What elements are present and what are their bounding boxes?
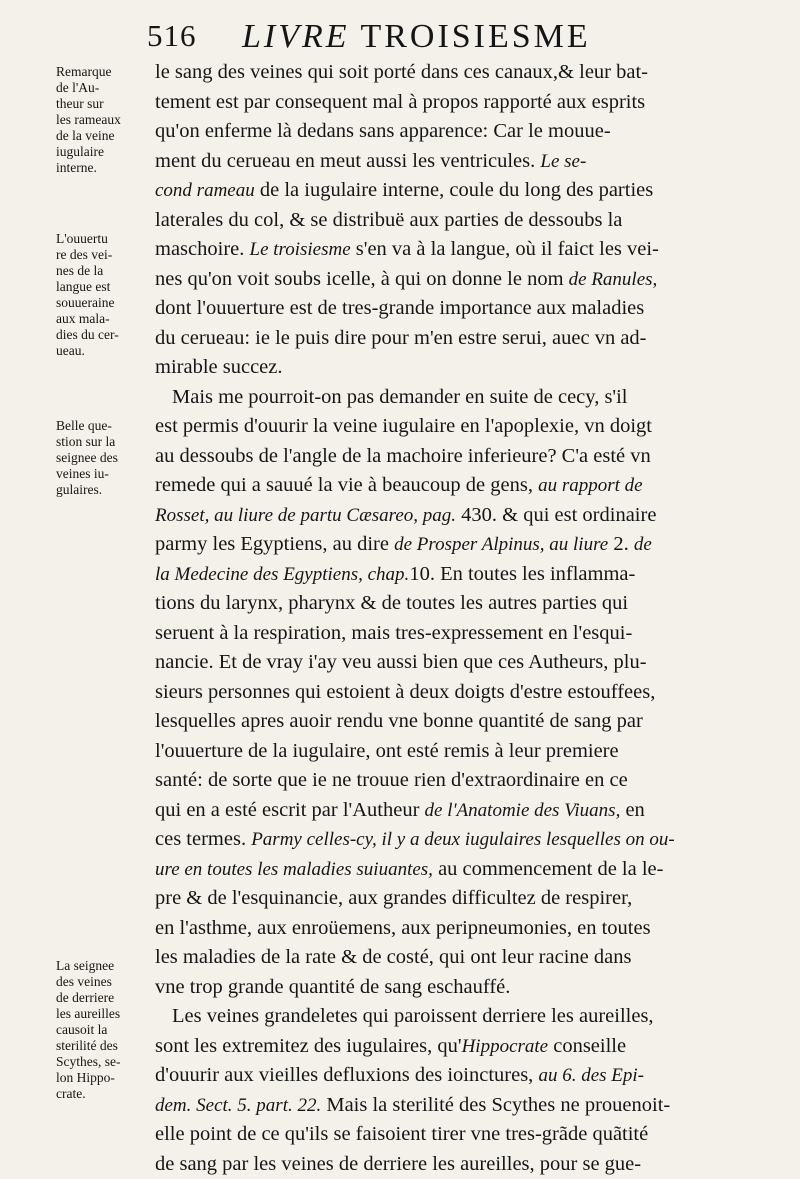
text-segment: laterales du col, & se distribuë aux parties de dessoubs la [155, 209, 622, 231]
italic-text: Le troisiesme [250, 239, 351, 260]
margin-note-line: seignee des [56, 450, 156, 466]
text-line [155, 619, 765, 649]
text-line [155, 176, 765, 206]
italic-text: Le se- [540, 151, 586, 172]
text-line [155, 265, 765, 295]
margin-note-line: stion sur la [56, 434, 156, 450]
text-segment: qu'on enferme là dedans sans apparence: Car le mouue- [155, 120, 611, 142]
text-segment: ces termes. [155, 828, 251, 850]
italic-text: de Prosper Alpinus, au liure [394, 534, 608, 555]
text-line [155, 530, 765, 560]
italic-text: Parmy celles-cy, il y a deux iugulaires lesquelles on ou- [251, 829, 675, 850]
text-segment: d'ouurir aux vieilles defluxions des ioinctures, [155, 1064, 538, 1086]
text-line [155, 737, 765, 767]
text-segment: 430. & qui est ordinaire [456, 504, 656, 526]
text-segment: au dessoubs de l'angle de la machoire inferieure? C'a esté vn [155, 445, 651, 467]
text-segment: qui en a esté escrit par l'Autheur [155, 799, 425, 821]
text-segment: sieurs personnes qui estoient à deux doigts d'estre estouffees, [155, 681, 655, 703]
text-segment: Les veines grandeletes qui paroissent derriere les aureilles, [172, 1005, 654, 1027]
text-segment: tement est par consequent mal à propos rapporté aux esprits [155, 91, 645, 113]
margin-note-line: La seignee [56, 958, 156, 974]
text-segment: le sang des veines qui soit porté dans ces canaux,& leur bat- [155, 61, 648, 83]
text-segment: elle point de ce qu'ils se faisoient tirer vne tres-grãde quãtité [155, 1123, 648, 1145]
margin-note-line: L'ouuertu [56, 231, 156, 247]
italic-text: cond rameau [155, 180, 255, 201]
text-line [155, 766, 765, 796]
text-line [155, 1061, 765, 1091]
text-line [155, 678, 765, 708]
text-line [155, 117, 765, 147]
text-segment: vne trop grande quantité de sang eschauffé. [155, 976, 510, 998]
text-segment: conseille [548, 1035, 626, 1057]
italic-text: au 6. des Epi- [538, 1065, 644, 1086]
text-line [155, 235, 765, 265]
margin-note [56, 958, 156, 1102]
text-line [155, 324, 765, 354]
margin-note [56, 231, 156, 359]
margin-note-line: gulaires. [56, 482, 156, 498]
margin-note-line: interne. [56, 160, 156, 176]
text-segment: ment du cerueau en meut aussi les ventricules. [155, 150, 540, 172]
margin-note-line: theur sur [56, 96, 156, 112]
text-line [155, 796, 765, 826]
margin-note-line: dies du cer- [56, 327, 156, 343]
text-segment: pre & de l'esquinancie, aux grandes difficultez de respirer, [155, 887, 632, 909]
margin-note-line: veines iu- [56, 466, 156, 482]
text-line [155, 58, 765, 88]
running-title-word: LIVRE [242, 18, 350, 55]
text-line [155, 884, 765, 914]
margin-note-line: aux mala- [56, 311, 156, 327]
text-segment: les maladies de la rate & de costé, qui ont leur racine dans [155, 946, 631, 968]
italic-text: de l'Anatomie des Viuans, [425, 800, 621, 821]
text-line [155, 147, 765, 177]
page-number: 516 [147, 18, 197, 54]
margin-note-line: les aureilles [56, 1006, 156, 1022]
text-segment: de sang par les veines de derriere les aureilles, pour se gue- [155, 1153, 641, 1175]
italic-text: dem. Sect. 5. part. 22. [155, 1095, 321, 1116]
margin-note-line: causoit la [56, 1022, 156, 1038]
margin-note-line: Remarque [56, 64, 156, 80]
text-line [155, 442, 765, 472]
margin-note-line: sterilité des [56, 1038, 156, 1054]
text-line [155, 1120, 765, 1150]
text-line [155, 825, 765, 855]
text-line [155, 855, 765, 885]
margin-note-line: crate. [56, 1086, 156, 1102]
text-segment: remede qui a sauué la vie à beaucoup de gens, [155, 474, 538, 496]
text-segment: maschoire. [155, 238, 250, 260]
margin-note-line: iugulaire [56, 144, 156, 160]
text-line [155, 589, 765, 619]
margin-note-line: ueau. [56, 343, 156, 359]
text-segment: mirable succez. [155, 356, 282, 378]
text-segment: s'en va à la langue, où il faict les vei- [351, 238, 659, 260]
italic-text: de Ranules, [569, 269, 658, 290]
italic-text: Hippocrate [462, 1036, 549, 1057]
text-segment: l'ouuerture de la iugulaire, ont esté remis à leur premiere [155, 740, 619, 762]
text-segment: dont l'ouuerture est de tres-grande importance aux maladies [155, 297, 644, 319]
text-line [155, 206, 765, 236]
text-line [155, 914, 765, 944]
text-line [155, 973, 765, 1003]
margin-note-line: souueraine [56, 295, 156, 311]
margin-note-line: langue est [56, 279, 156, 295]
running-title-word: TROISIESME [360, 18, 590, 55]
text-segment: 10. En toutes les inflamma- [409, 563, 635, 585]
margin-note-line: Scythes, se- [56, 1054, 156, 1070]
margin-note-line: lon Hippo- [56, 1070, 156, 1086]
text-segment: Mais la sterilité des Scythes ne prouenoit- [321, 1094, 670, 1116]
text-line [155, 1150, 765, 1179]
text-line [155, 1091, 765, 1121]
margin-note-line: re des vei- [56, 247, 156, 263]
text-segment: nancie. Et de vray i'ay veu aussi bien que ces Autheurs, plu- [155, 651, 647, 673]
text-segment: au commencement de la le- [433, 858, 664, 880]
text-line [155, 412, 765, 442]
margin-note [56, 418, 156, 498]
margin-note-line: les rameaux [56, 112, 156, 128]
text-segment: de la iugulaire interne, coule du long des parties [255, 179, 653, 201]
text-line [155, 88, 765, 118]
italic-text: la Medecine des Egyptiens, chap. [155, 564, 409, 585]
text-line [155, 353, 765, 383]
text-line [155, 383, 765, 413]
margin-note-line: des veines [56, 974, 156, 990]
text-line [155, 943, 765, 973]
text-segment: seruent à la respiration, mais tres-expressement en l'esqui- [155, 622, 632, 644]
italic-text: Rosset, au liure de partu Cæsareo, pag. [155, 505, 456, 526]
text-segment: en l'asthme, aux enroüemens, aux peripneumonies, en toutes [155, 917, 651, 939]
text-segment: est permis d'ouurir la veine iugulaire en l'apoplexie, vn doigt [155, 415, 652, 437]
text-segment: en [620, 799, 644, 821]
running-title [242, 18, 591, 56]
text-line [155, 471, 765, 501]
text-line [155, 648, 765, 678]
text-segment: nes qu'on voit soubs icelle, à qui on donne le nom [155, 268, 569, 290]
margin-note-line: Belle que- [56, 418, 156, 434]
italic-text: ure en toutes les maladies suiuantes, [155, 859, 433, 880]
italic-text: de [634, 534, 652, 555]
text-line [155, 707, 765, 737]
italic-text: au rapport de [538, 475, 643, 496]
text-segment: parmy les Egyptiens, au dire [155, 533, 394, 555]
text-line [155, 560, 765, 590]
text-line [155, 501, 765, 531]
margin-notes [0, 0, 160, 1162]
text-segment: santé: de sorte que ie ne trouue rien d'extraordinaire en ce [155, 769, 628, 791]
margin-note-line: de la veine [56, 128, 156, 144]
text-segment: tions du larynx, pharynx & de toutes les autres parties qui [155, 592, 628, 614]
text-segment: du cerueau: ie le puis dire pour m'en estre serui, auec vn ad- [155, 327, 647, 349]
text-line [155, 294, 765, 324]
text-segment: lesquelles apres auoir rendu vne bonne quantité de sang par [155, 710, 643, 732]
margin-note-line: de l'Au- [56, 80, 156, 96]
text-line [155, 1032, 765, 1062]
body-text [155, 58, 765, 1179]
text-segment: Mais me pourroit-on pas demander en suite de cecy, s'il [172, 386, 628, 408]
text-segment: 2. [608, 533, 634, 555]
text-line [155, 1002, 765, 1032]
text-segment: sont les extremitez des iugulaires, qu' [155, 1035, 462, 1057]
margin-note-line: de derriere [56, 990, 156, 1006]
margin-note [56, 64, 156, 176]
margin-note-line: nes de la [56, 263, 156, 279]
